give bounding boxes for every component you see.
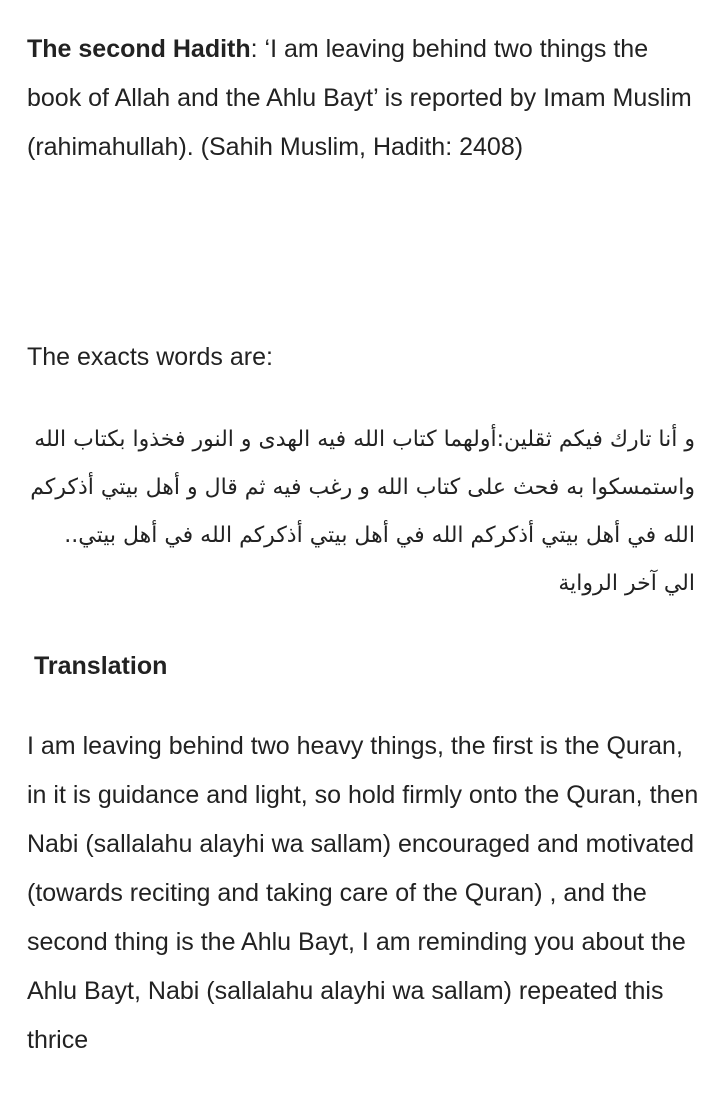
hadith-intro-text: : ‘I am leaving behind two things the book of Allah and the Ahlu Bayt’ is reported by Imam Muslim (rahimahullah). (Sahih Muslim, Hadith: 2408) <box>27 35 692 161</box>
exact-words-label: The exacts words are: <box>27 343 273 371</box>
translation-text: I am leaving behind two heavy things, the first is the Quran, in it is guidance and light, so hold firmly onto the Quran, then Nabi (sallalahu alayhi wa sallam) encouraged and motivated (towards reciting and taking care of the Quran) , and the second thing is the Ahlu Bayt, I am reminding you about the Ahlu Bayt, Nabi (sallalahu alayhi wa sallam) repeated this thrice <box>27 732 699 1054</box>
hadith-title: The second Hadith <box>27 35 251 63</box>
translation-heading: Translation <box>34 652 168 680</box>
arabic-text: و أنا تارك فيكم ثقلين:أولهما كتاب الله فيه الهدى و النور فخذوا بكتاب الله واستمسكوا به فحث على كتاب الله و رغب فيه ثم قال و أهل بيتي أذكركم الله في أهل بيتي أذكركم الله في أهل بيتي أذكركم الله في أهل بيتي.. الي آخر الرواية <box>30 427 695 596</box>
hadith-intro-paragraph <box>27 25 695 172</box>
